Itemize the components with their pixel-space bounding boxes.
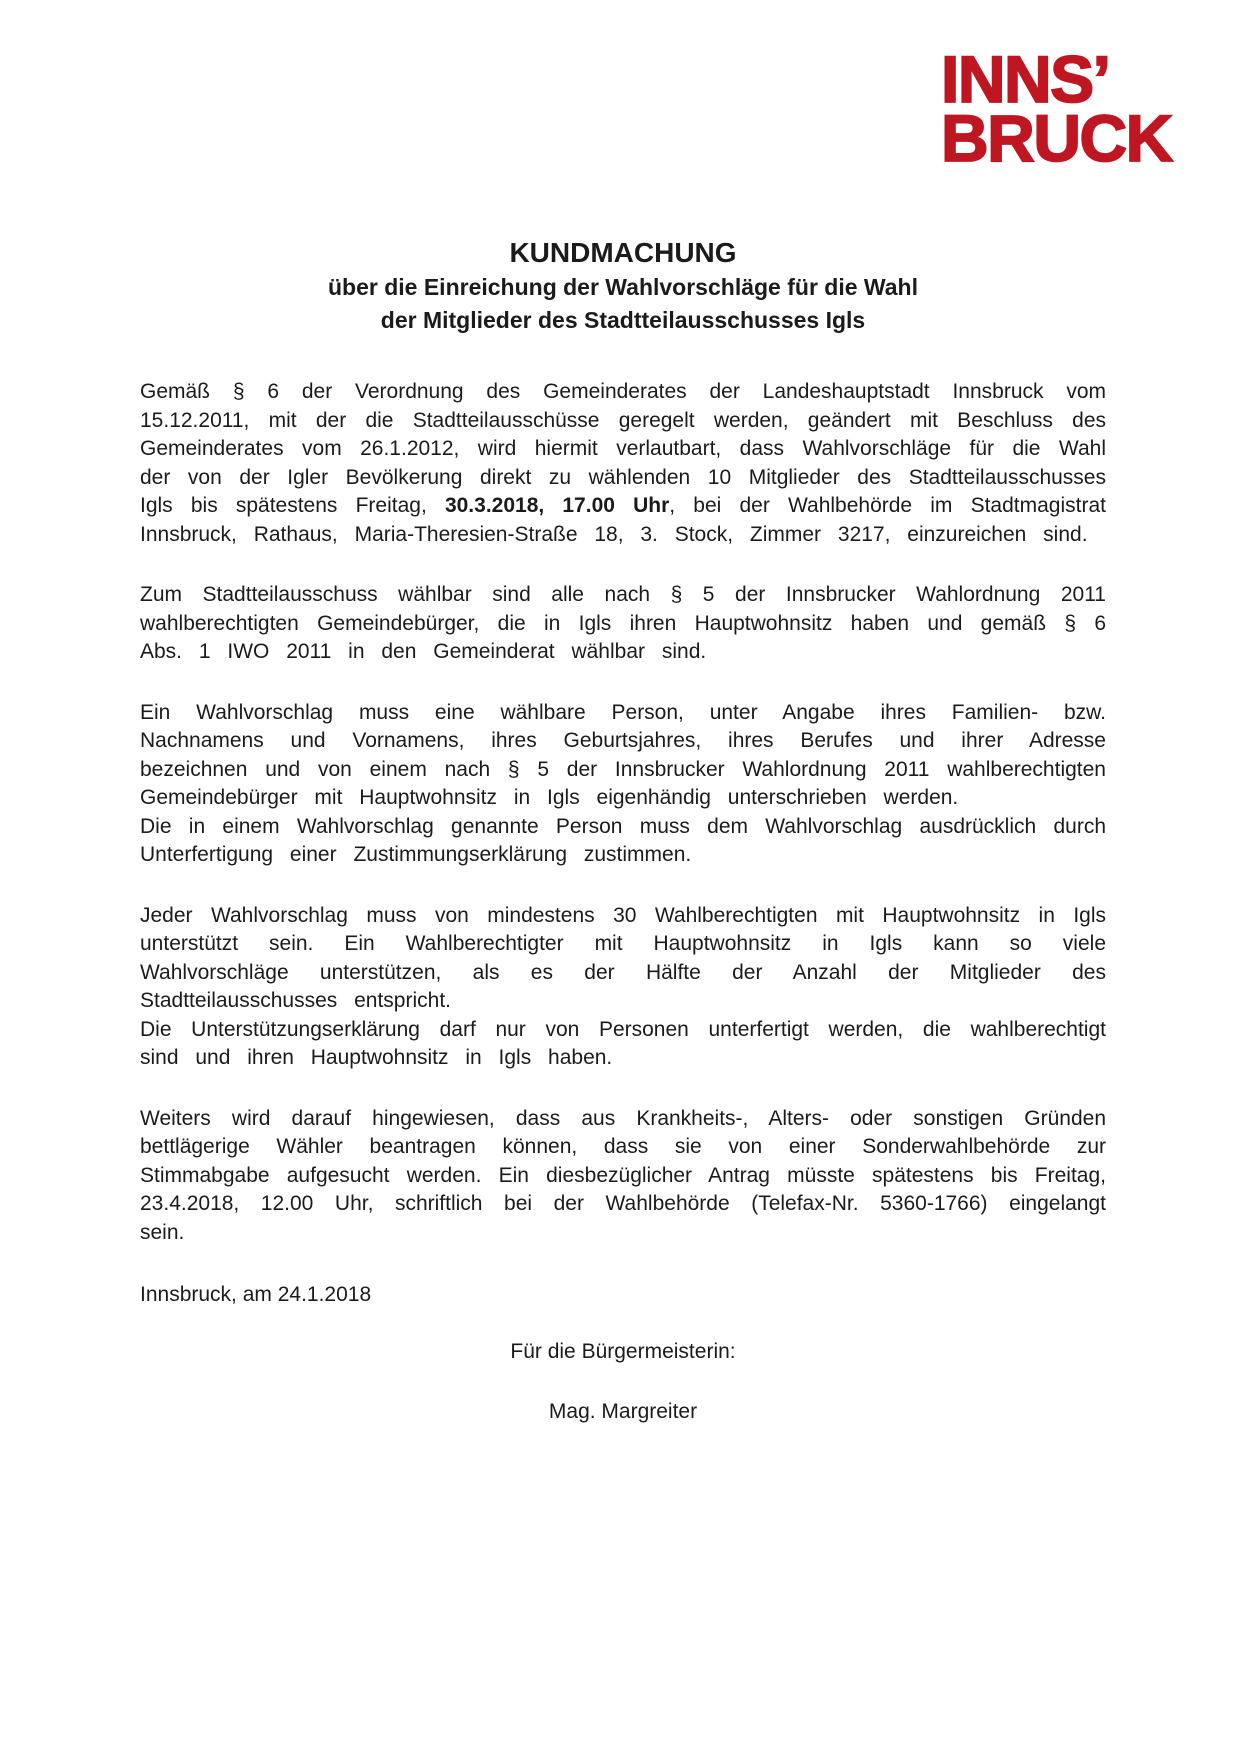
logo-line-1: INNS’ — [941, 42, 1110, 116]
page-title: KUNDMACHUNG — [509, 237, 737, 268]
signature-name: Mag. Margreiter — [548, 1400, 698, 1423]
paragraph-einreichung-text: Gemäß § 6 der Verordnung des Gemeinderates der Landeshauptstadt Innsbruck vom 15.12.2011, mit der die Stadtteilausschüsse geregelt werden, geändert mit Beschluss des Gemeinderates vom 26.1.2012, wird hiermit verlautbart, dass Wahlvorschläge für die Wahl der von der Igler Bevölkerung direkt zu wählenden 10 Mitglieder des Stadtteilausschusses Igls bis spätestens Freitag, — [140, 380, 1106, 517]
document-body — [140, 378, 1106, 1427]
subtitle-line-2: der Mitglieder des Stadtteilausschusses Igls — [380, 307, 866, 333]
paragraph-unterstuetzungserklaerung: Die Unterstützungserklärung darf nur von Personen unterfertigt werden, die wahlberechtigt sind und ihren Hauptwohnsitz in Igls haben. — [140, 1017, 1106, 1069]
paragraph-zustimmungserklaerung: Die in einem Wahlvorschlag genannte Person muss dem Wahlvorschlag ausdrücklich durch Unterfertigung einer Zustimmungserklärung zustimmen. — [140, 814, 1106, 866]
signature-role: Für die Bürgermeisterin: — [510, 1339, 736, 1363]
paragraph-waehlbarkeit: Zum Stadtteilausschuss wählbar sind alle nach § 5 der Innsbrucker Wahlordnung 2011 wahlberechtigten Gemeindebürger, die in Igls ihren Hauptwohnsitz haben und gemäß § 6 Abs. 1 IWO 2011 in den Gemeinderat wählbar sind. — [140, 583, 1106, 663]
document-content — [140, 0, 1106, 1427]
paragraph-sonderwahlbehoerde: Weiters wird darauf hingewiesen, dass aus Krankheits-, Alters- oder sonstigen Gründen bettlägerige Wähler beantragen können, dass sie von einer Sonderwahlbehörde zur Stimmabgabe aufgesucht werden. Ein diesbezüglicher Antrag müsste spätestens bis Freitag, 23.4.2018, 12.00 Uhr, schriftlich bei der Wahlbehörde (Telefax-Nr. 5360-1766) eingelangt sein. — [140, 1106, 1106, 1244]
paragraph-einreichung — [140, 378, 1106, 549]
deadline-bold-text: 30.3.2018, 17.00 Uhr — [444, 494, 670, 517]
subtitle-line-1: über die Einreichung der Wahlvorschläge für die Wahl — [327, 274, 918, 300]
paragraph-einreichung-rest: , bei der Wahlbehörde im Stadtmagistrat Innsbruck, Rathaus, Maria-Theresien-Straße 18, 3. Stock, Zimmer 3217, einzureichen sind. — [140, 494, 1106, 546]
paragraph-wahlvorschlag-erfordernisse: Ein Wahlvorschlag muss eine wählbare Person, unter Angabe ihres Familien- bzw. Nachnamens und Vornamens, ihres Geburtsjahres, ihres Berufes und ihrer Adresse bezeichnen und von einem nach § 5 der Innsbrucker Wahlordnung 2011 wahlberechtigten Gemeindebürger mit Hauptwohnsitz in Igls eigenhändig unterschrieben werden. — [140, 700, 1106, 809]
logo-line-2: BRUCK — [941, 101, 1172, 175]
paragraph-unterstuetzung: Jeder Wahlvorschlag muss von mindestens 30 Wahlberechtigten mit Hauptwohnsitz in Igls unterstützt sein. Ein Wahlberechtigter mit Hauptwohnsitz in Igls kann so viele Wahlvorschläge unterstützen, als es der Hälfte der Anzahl der Mitglieder des Stadtteilausschusses entspricht. — [140, 903, 1106, 1012]
place-date-line: Innsbruck, am 24.1.2018 — [140, 1283, 372, 1306]
